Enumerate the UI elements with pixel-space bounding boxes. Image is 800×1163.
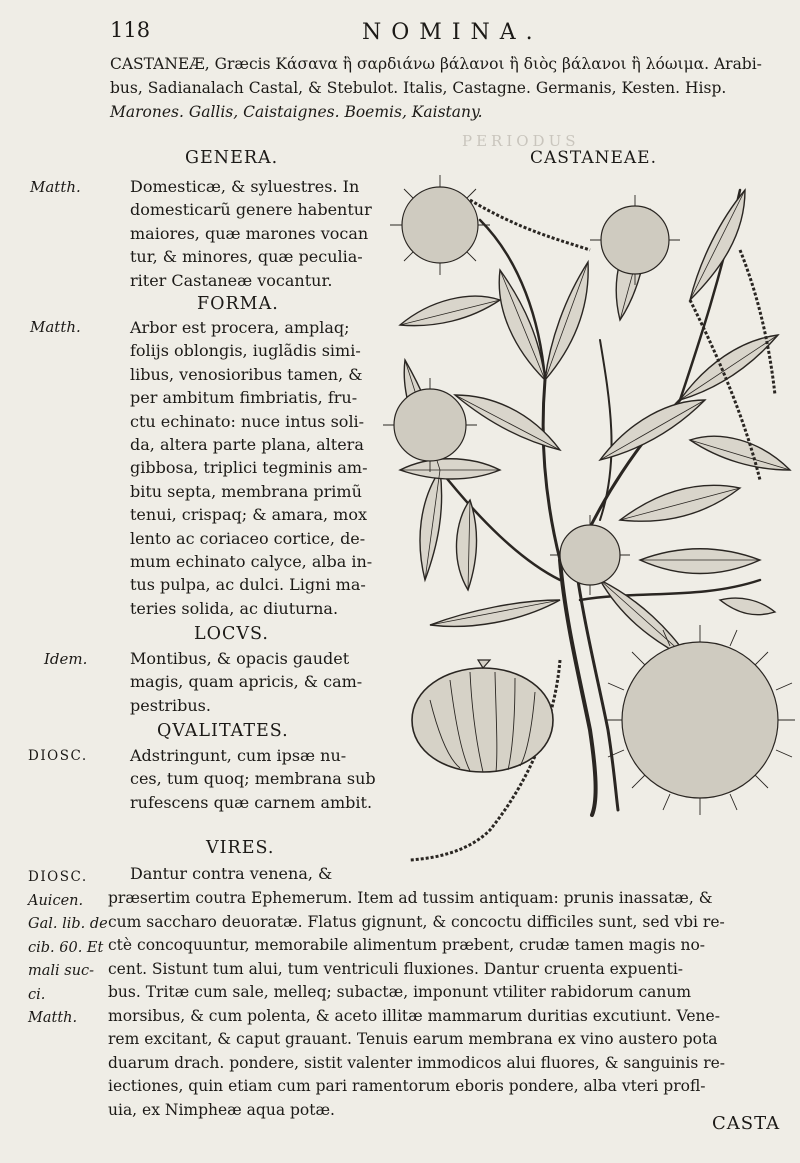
margin-note: DIOSC.: [28, 869, 88, 885]
section-heading-genera: GENERA.: [185, 148, 279, 168]
show-through-text: PERIODUS: [462, 132, 580, 150]
margin-notes-vires: [28, 866, 108, 1031]
section-heading-vires: VIRES.: [206, 838, 275, 858]
text-line: gibbosa, triplici tegminis am-: [130, 458, 368, 478]
section-text-forma: [130, 316, 390, 620]
text-line: lento ac coriaceo cortice, de-: [130, 528, 366, 548]
text-line: ces, tum quoq; membrana sub: [130, 769, 376, 789]
section-heading-forma: FORMA.: [197, 294, 279, 314]
running-title: NOMINA.: [362, 20, 543, 45]
text-line: iectiones, quin etiam cum pari ramentorum eboris pondere, alba vteri profl-: [108, 1077, 706, 1095]
margin-note: Matth.: [30, 178, 81, 196]
text-line: tenui, crispaq; & amara, mox: [130, 505, 367, 525]
text-line: uia, ex Nimpheæ aqua potæ.: [108, 1100, 335, 1119]
text-line: tur, & minores, quæ peculia-: [130, 247, 363, 267]
section-text-qualitates: [130, 744, 390, 814]
text-line: duarum drach. pondere, sistit valenter immodicos alui fluores, & sanguinis re-: [108, 1053, 726, 1072]
text-line: Domesticæ, & syluestres. In: [130, 177, 360, 196]
margin-note: cib. 60. Et: [28, 939, 104, 956]
text-line: ctè concoquuntur, memorabile alimentum præbent, crudæ tamen magis no-: [108, 936, 706, 954]
text-line: riter Castaneæ vocantur.: [130, 270, 333, 290]
page-number: 118: [110, 18, 151, 42]
text-line: da, altera parte plana, altera: [130, 435, 364, 455]
text-line: tus pulpa, ac dulci. Ligni ma-: [130, 575, 366, 595]
section-heading-qualitates: QVALITATES.: [157, 721, 289, 741]
margin-note: mali suc-: [28, 963, 95, 979]
margin-note: Matth.: [30, 318, 81, 336]
text-line: per ambitum fimbriatis, fru-: [130, 388, 358, 408]
text-line: pestribus.: [130, 695, 211, 715]
text-line: cent. Sistunt tum alui, tum ventriculi fluxiones. Dantur cruenta expuenti-: [108, 959, 684, 978]
text-line: libus, venosioribus tamen, &: [130, 364, 363, 384]
names-line: Marones. Gallis, Caistaignes. Boemis, Kaistany.: [110, 103, 483, 121]
text-line: teries solida, ac diuturna.: [130, 598, 339, 618]
text-line: Dantur contra venena, &: [130, 864, 333, 883]
section-text-locus: [130, 647, 390, 717]
text-line: cum saccharo deuoratæ. Flatus gignunt, & concoctu difficiles sunt, sed vbi re-: [108, 912, 725, 931]
text-line: rem excitant, & caput grauant. Tenuis earum membrana ex vino austero pota: [108, 1030, 718, 1048]
section-heading-locus: LOCVS.: [194, 624, 269, 644]
text-line: folijs oblongis, iuglãdis simi-: [130, 341, 361, 361]
section-text-genera: [130, 175, 390, 292]
text-line: bus. Tritæ cum sale, melleq; subactæ, imponunt vtiliter rabidorum canum: [108, 983, 692, 1001]
text-line: bitu septa, membrana primũ: [130, 481, 362, 501]
margin-note: Auicen.: [28, 892, 84, 909]
text-line: Montibus, & opacis gaudet: [130, 649, 350, 668]
names-line: bus, Sadianalach Castal, & Stebulot. Italis, Castagne. Germanis, Kesten. Hisp.: [110, 79, 727, 97]
text-line: maiores, quæ marones vocan: [130, 223, 369, 243]
text-line: domesticarũ genere habentur: [130, 200, 372, 220]
names-paragraph: [110, 52, 790, 124]
text-line: morsibus, & cum polenta, & aceto illitæ mammarum duritias excutiunt. Vene-: [108, 1006, 720, 1025]
plate-title: CASTANEAE.: [530, 148, 657, 168]
catchword: CASTA: [712, 1113, 781, 1134]
margin-note: ci.: [28, 986, 46, 1003]
margin-note: Gal. lib. de: [28, 916, 108, 932]
margin-note: Matth.: [28, 1010, 78, 1026]
margin-note: Idem.: [44, 650, 88, 668]
text-line: Arbor est procera, amplaq;: [130, 318, 350, 337]
text-line: magis, quam apricis, & cam-: [130, 672, 363, 692]
text-line: rufescens quæ carnem ambit.: [130, 792, 373, 812]
margin-note: DIOSC.: [28, 748, 88, 764]
names-line: CASTANEÆ, Græcis Κάσαvα ἢ σαρδιάνω βάλανοι ἢ διὸς βάλανοι ἢ λόωιμα. Arabi-: [110, 55, 762, 73]
text-line: mum echinato calyce, alba in-: [130, 552, 373, 572]
section-text-vires: [108, 887, 798, 1122]
text-line: ctu echinato: nuce intus soli-: [130, 411, 365, 431]
text-line: præsertim coutra Ephemerum. Item ad tussim antiquam: prunis inassatæ, &: [108, 889, 713, 907]
text-line: Adstringunt, cum ipsæ nu-: [130, 746, 347, 765]
